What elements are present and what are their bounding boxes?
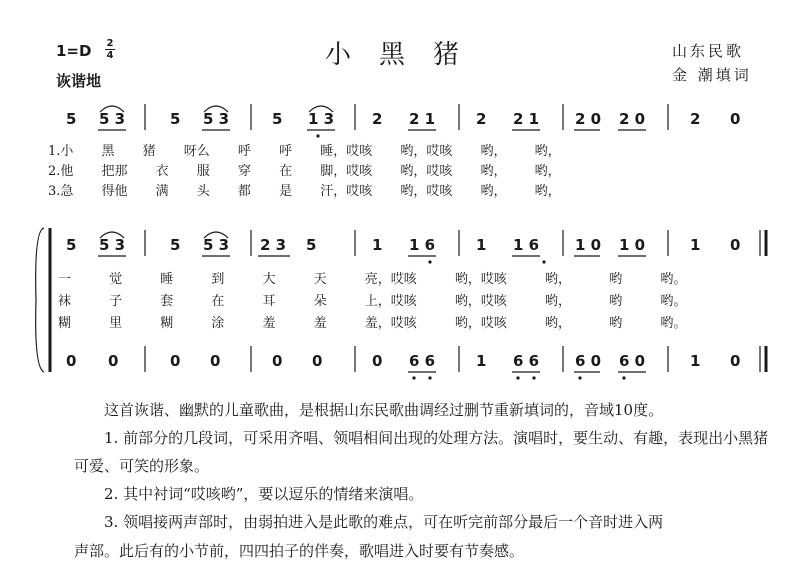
credit-lyricist: 金 潮填词 (672, 66, 752, 84)
note: 0 (210, 352, 221, 370)
note: 5 3 (99, 236, 126, 254)
note: 2 1 (409, 110, 436, 128)
octave-dot (428, 260, 431, 263)
note: 2 (476, 110, 487, 128)
note: 0 (730, 236, 741, 254)
tempo-mood: 诙谐地 (56, 72, 102, 90)
octave-dot (578, 376, 581, 379)
note: 1 3 (308, 110, 335, 128)
note: 1 (372, 236, 383, 254)
note: 5 (66, 236, 77, 254)
note: 2 0 (575, 110, 602, 128)
note-paragraph-3: 2. 其中衬词“哎咳哟”，要以逗乐的情绪来演唱。 (104, 485, 424, 503)
octave-dot (428, 376, 431, 379)
note: 2 3 (260, 236, 287, 254)
credit-origin: 山东民歌 (672, 42, 745, 60)
time-signature-top: 2 (106, 38, 114, 49)
note: 0 (730, 352, 741, 370)
note: 5 (170, 236, 181, 254)
note: 1 (690, 236, 701, 254)
octave-dot (532, 376, 535, 379)
note: 1 (476, 236, 487, 254)
note: 0 (372, 352, 383, 370)
note: 1 0 (575, 236, 602, 254)
octave-dot (412, 376, 415, 379)
note: 0 (66, 352, 77, 370)
note: 2 1 (513, 110, 540, 128)
lyric-verse-1: 1.小 黑 猪 呀么 呼 呼 睡，哎咳 哟，哎咳 哟， 哟， (48, 144, 561, 159)
octave-dot (542, 260, 545, 263)
note: 1 6 (513, 236, 540, 254)
note: 0 (108, 352, 119, 370)
lyric-verse-3: 3.急 得他 满 头 都 是 汗，哎咳 哟，哎咳 哟， 哟， (48, 184, 561, 199)
key-signature: 1=D (56, 42, 92, 60)
note: 6 0 (575, 352, 602, 370)
note: 1 (690, 352, 701, 370)
note: 0 (170, 352, 181, 370)
note: 6 6 (513, 352, 540, 370)
note: 1 6 (409, 236, 436, 254)
note-paragraph-2: 1. 前部分的几段词，可采用齐唱、领唱相间出现的处理方法。演唱时，要生动、有趣，表现出小黑猪可爱、可笑的形象。 (74, 429, 769, 475)
lyric-verse-2: 2.他 把那 衣 服 穿 在 脚，哎咳 哟，哎咳 哟， 哟， (48, 164, 561, 179)
time-signature-bottom: 4 (106, 50, 114, 61)
note: 5 (306, 236, 317, 254)
note: 5 3 (99, 110, 126, 128)
note: 5 3 (203, 236, 230, 254)
note: 0 (312, 352, 323, 370)
note: 2 (372, 110, 383, 128)
octave-dot (316, 134, 319, 137)
note: 1 0 (619, 236, 646, 254)
lyric-refrain-2: 袜 子 套 在 耳 朵 上，哎咳 哟，哎咳 哟， 哟 哟。 (58, 294, 687, 309)
note-paragraph-5: 声部。此后有的小节前，四四拍子的伴奏，歌唱进入时要有节奏感。 (74, 542, 525, 560)
note: 0 (272, 352, 283, 370)
note-paragraph-1: 这首诙谐、幽默的儿童歌曲，是根据山东民歌曲调经过删节重新填词的，音域10度。 (104, 401, 664, 419)
note: 1 (476, 352, 487, 370)
octave-dot (516, 376, 519, 379)
note: 6 0 (619, 352, 646, 370)
note: 5 (170, 110, 181, 128)
note: 2 0 (619, 110, 646, 128)
octave-dot (622, 376, 625, 379)
note: 6 6 (409, 352, 436, 370)
note: 5 (272, 110, 283, 128)
note: 0 (730, 110, 741, 128)
note: 5 3 (203, 110, 230, 128)
note: 2 (690, 110, 701, 128)
lyric-refrain-3: 糊 里 糊 涂 羞 羞 羞，哎咳 哟，哎咳 哟， 哟 哟。 (58, 316, 687, 331)
note: 5 (66, 110, 77, 128)
lyric-refrain-1: 一 觉 睡 到 大 天 亮，哎咳 哟，哎咳 哟， 哟 哟。 (58, 272, 687, 287)
note-paragraph-4: 3. 领唱接两声部时，由弱拍进入是此歌的难点，可在听完前部分最后一个音时进入两 (104, 513, 664, 531)
system-bracket (36, 228, 44, 372)
song-title: 小黑猪 (324, 40, 487, 70)
